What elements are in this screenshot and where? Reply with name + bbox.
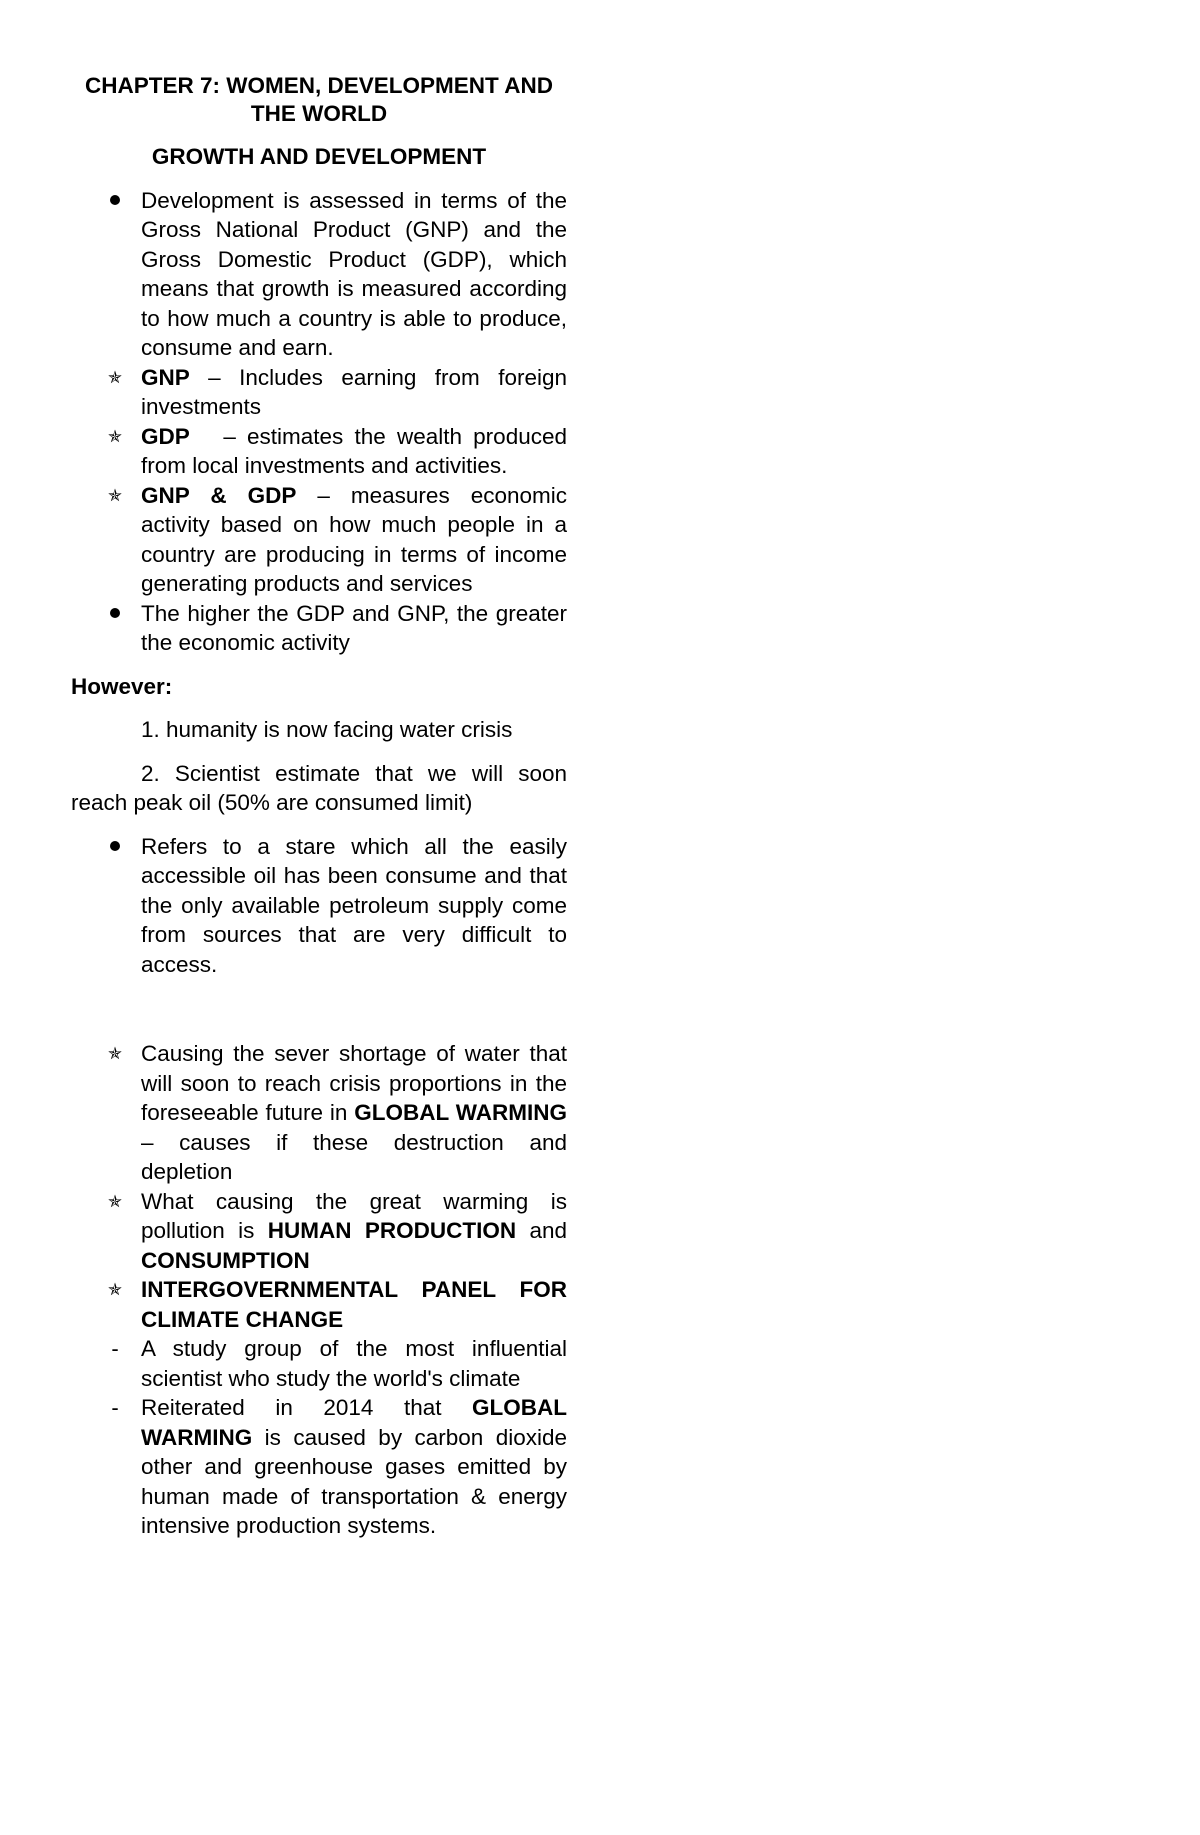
star-bullet-icon: ✯ — [107, 367, 123, 387]
numbered-item-2: 2. Scientist estimate that we will soon reach peak oil (50% are consumed limit) — [71, 760, 567, 815]
list-item — [71, 1334, 567, 1393]
list-item — [71, 1393, 567, 1541]
section-heading: GROWTH AND DEVELOPMENT — [151, 144, 487, 169]
star-bullet-icon: ✯ — [107, 1191, 123, 1211]
gnp-gdp-text: – measures economic activity based on how much people in a country are producing in terms of income generating products and services — [141, 482, 567, 596]
causing-text-c: – causes if these destruction and depletion — [141, 1129, 567, 1184]
bullet-dot-icon — [103, 599, 127, 629]
gdp-text: – estimates the wealth produced from local investments and activities. — [141, 423, 574, 478]
dash-bullet-icon: - — [111, 1395, 119, 1420]
gnp-gdp-term: GNP & GDP — [141, 482, 297, 508]
however-label: However: — [71, 673, 173, 699]
star-bullet-icon: ✯ — [107, 1044, 123, 1063]
list-item — [71, 1275, 567, 1334]
dash-bullet-icon: - — [111, 1336, 119, 1361]
consumption-term: CONSUMPTION — [141, 1247, 310, 1273]
causing-text-a: Causing the sever shortage of water that will soon to reach crisis proportions in the foreseeable future in — [141, 1041, 567, 1125]
star-bullet-icon: ✯ — [107, 426, 123, 446]
list-item — [71, 363, 567, 422]
chapter-title-line2: THE WORLD — [250, 101, 388, 126]
gdp-term: GDP — [141, 423, 190, 449]
global-warming-term: GLOBAL WARMING — [354, 1100, 567, 1125]
climate-list — [71, 1039, 567, 1541]
peak-oil-list — [71, 832, 567, 980]
human-production-term: HUMAN PRODUCTION — [267, 1218, 517, 1243]
list-item — [71, 186, 567, 363]
chapter-title-line1: CHAPTER 7: WOMEN, DEVELOPMENT AND — [85, 73, 553, 98]
spacer — [71, 979, 567, 1039]
study-group-text: A study group of the most influential scientist who study the world's climate — [141, 1336, 567, 1391]
star-bullet-icon: ✯ — [107, 1280, 123, 1299]
text-column — [71, 72, 574, 1541]
star-bullet-icon: ✯ — [107, 485, 123, 505]
what-text-a: What causing the great warming is pollution is — [141, 1188, 567, 1243]
reiterated-text-c: is caused by carbon dioxide other and greenhouse gases emitted by human made of transportation & energy intensive production systems. — [141, 1424, 567, 1538]
ipcc-term: INTERGOVERNMENTAL PANEL FOR CLIMATE CHANGE — [141, 1277, 567, 1332]
list-item — [71, 481, 567, 599]
list-item — [71, 599, 567, 658]
peak-oil-text: Refers to a stare which all the easily accessible oil has been consume and that the only available petroleum supply come from sources that are very difficult to access. — [141, 833, 567, 977]
reiterated-text-a: Reiterated in 2014 that — [141, 1395, 472, 1420]
development-text: Development is assessed in terms of the Gross National Product (GNP) and the Gross Domestic Product (GDP), which means that growth is measured according to how much a country is able to produce, consume and earn. — [141, 187, 567, 360]
bullet-dot-icon — [103, 186, 127, 216]
bullet-dot-icon — [103, 832, 127, 862]
list-item — [71, 832, 567, 980]
global-warming-term-2: GLOBAL WARMING — [141, 1395, 567, 1450]
list-item — [71, 1039, 567, 1187]
higher-text: The higher the GDP and GNP, the greater the economic activity — [141, 600, 567, 655]
list-item — [71, 422, 574, 481]
list-item — [71, 1187, 567, 1276]
gnp-text: – Includes earning from foreign investments — [141, 364, 567, 419]
intro-bullet-list — [71, 186, 574, 658]
chapter-title — [71, 72, 567, 128]
what-text-c: and — [516, 1218, 567, 1243]
numbered-item-1: 1. humanity is now facing water crisis — [141, 717, 513, 742]
gnp-term: GNP — [141, 364, 190, 390]
